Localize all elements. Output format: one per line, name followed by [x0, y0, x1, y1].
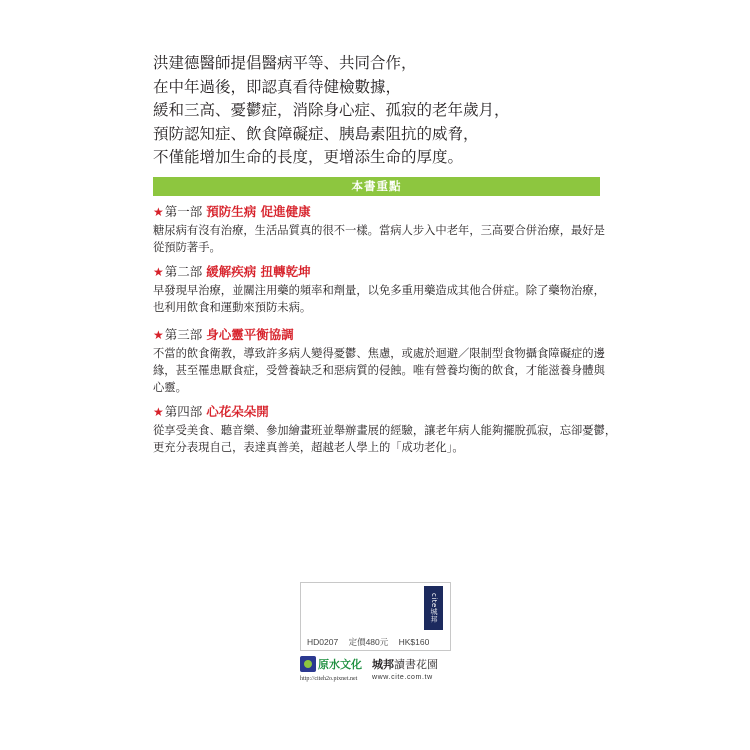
body-line: 早發現早治療，並關注用藥的頻率和劑量，以免多重用藥造成其他合併症。除了藥物治療，: [153, 284, 605, 297]
part-title: 預防生病 促進健康: [206, 204, 311, 219]
section-part-4: [153, 403, 617, 456]
part-label: 第四部: [164, 404, 203, 419]
part-label: 第三部: [164, 327, 203, 342]
section-body: [153, 222, 605, 256]
barcode-box: [300, 582, 451, 651]
section-part-1: [153, 203, 605, 256]
body-line: 從享受美食、聽音樂、參加繪畫班並舉辦畫展的經驗，讓老年病人能夠擺脫孤寂，忘卻憂鬱，: [153, 424, 617, 437]
body-line: 糖尿病有沒有治療，生活品質真的很不一樣。當病人步入中老年，三高要合併治療，最好是: [153, 224, 605, 237]
star-icon: ★: [153, 265, 164, 279]
part-label: 第二部: [164, 264, 203, 279]
publisher-name-left: 原水文化: [318, 658, 362, 671]
publisher-logo-left: [300, 656, 375, 686]
intro-line: 預防認知症、飲食障礙症、胰島素阻抗的威脅，: [153, 124, 479, 143]
body-line: 從預防著手。: [153, 241, 221, 254]
price-hkd: HK$160: [398, 637, 430, 647]
part-title: 緩解疾病 扭轉乾坤: [206, 264, 311, 279]
section-heading: [153, 403, 605, 421]
publisher-name-bold: 城邦: [372, 658, 394, 671]
section-heading: [153, 263, 605, 281]
part-label: 第一部: [164, 204, 203, 219]
part-title: 身心靈平衡協調: [206, 327, 294, 342]
section-body: [153, 282, 605, 316]
section-heading: [153, 203, 605, 221]
price-line: [307, 636, 437, 648]
section-body: [153, 422, 617, 456]
body-line: 緣，甚至罹患厭食症，受營養缺乏和惡病質的侵蝕。唯有營養均衡的飲食，才能滋養身體與: [153, 364, 605, 377]
body-line: 也利用飲食和運動來預防未病。: [153, 301, 312, 314]
body-line: 心靈。: [153, 381, 187, 394]
publisher-logo-right: [372, 656, 452, 686]
intro-line: 不僅能增加生命的長度，更增添生命的厚度。: [153, 148, 464, 166]
product-code: HD0207: [307, 637, 339, 647]
star-icon: ★: [153, 205, 164, 219]
highlights-heading: 本書重點: [153, 177, 600, 196]
section-body: [153, 345, 605, 396]
publisher-url-right: www.cite.com.tw: [372, 674, 433, 681]
intro-line: 洪建德醫師提倡醫病平等、共同合作，: [153, 54, 417, 72]
body-line: 更充分表現自己，表達真善美，超越老人學上的「成功老化」。: [153, 441, 464, 454]
section-heading: [153, 326, 605, 344]
section-part-2: [153, 263, 605, 316]
intro-line: 在中年過後，即認真看待健檢數據，: [153, 77, 402, 96]
price-twd: 定價480元: [348, 637, 389, 647]
publisher-name-rest: 讀書花園: [394, 658, 438, 671]
intro-paragraph: [153, 52, 613, 170]
section-part-3: [153, 326, 605, 396]
star-icon: ★: [153, 405, 164, 419]
publisher-url-left: http://citeh2o.pixnet.net: [300, 676, 358, 682]
body-line: 不當的飲食衛教，導致許多病人變得憂鬱、焦慮，或處於迴避／限制型食物攝食障礙症的邊: [153, 347, 605, 360]
cite-logo: cite城邦: [424, 586, 443, 630]
publisher-name-right: [372, 656, 452, 672]
intro-line: 緩和三高、憂鬱症，消除身心症、孤寂的老年歲月，: [153, 101, 510, 119]
star-icon: ★: [153, 328, 164, 342]
part-title: 心花朵朵開: [206, 404, 269, 419]
h2o-logo-icon: [300, 656, 316, 672]
